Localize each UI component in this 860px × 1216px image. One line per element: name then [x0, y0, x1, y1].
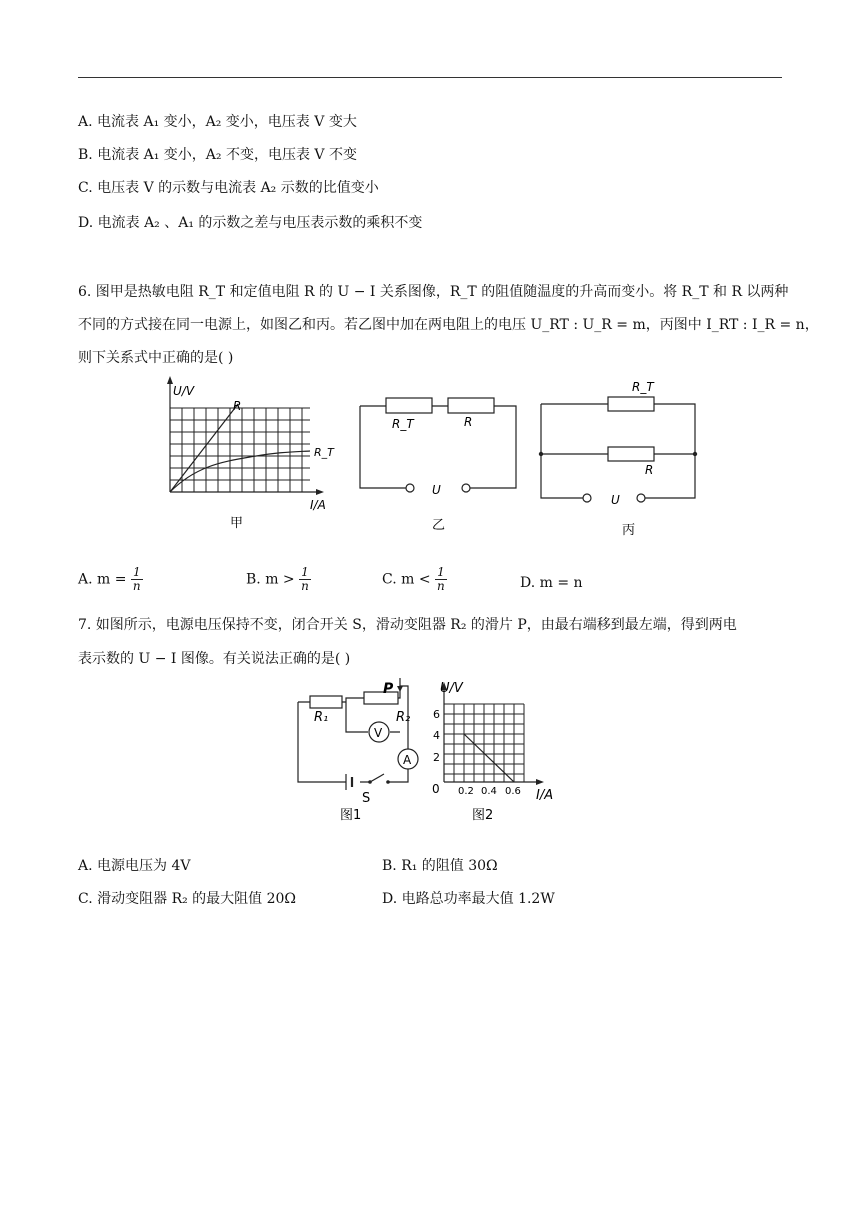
- header-rule: [78, 77, 782, 78]
- fig2-y-tick-6: 6: [433, 708, 440, 721]
- bing-source-label: U: [611, 493, 620, 507]
- fig2-y-tick-4: 4: [433, 729, 440, 742]
- fig2-origin-label: 0: [432, 782, 440, 796]
- yi-terminal-right: [462, 484, 470, 492]
- bing-caption: 丙: [622, 523, 636, 538]
- bing-resistor-rt: [608, 397, 654, 411]
- bing-resistor-r: [608, 447, 654, 461]
- fig1-resistor-r1: [310, 696, 342, 708]
- yi-resistor-r: [448, 398, 494, 413]
- fig2-x-axis-label: I/A: [536, 788, 554, 803]
- q7-figure-1: [290, 674, 430, 834]
- q7-option-c: C. 滑动变阻器 R₂ 的最大阻值 20Ω: [78, 891, 297, 907]
- bing-junction-right: [693, 452, 697, 456]
- q6-option-b: B. m > $\frac{1}{n}$: [246, 565, 309, 593]
- yi-caption: 乙: [432, 518, 446, 533]
- q7-stem-line-1: 7. 如图所示，电源电压保持不变，闭合开关 S，滑动变阻器 R₂ 的滑片 P，由最右端移到最左端，得到两电: [78, 617, 737, 633]
- jia-rt-label: R_T: [314, 446, 334, 459]
- q7-stem-line-2: 表示数的 U − I 图像。有关说法正确的是( ): [78, 651, 351, 667]
- fig2-y-tick-2: 2: [433, 751, 440, 764]
- fig1-r1-label: R₁: [314, 710, 329, 725]
- fig1-v-label: V: [374, 726, 383, 740]
- q6-option-a: A. m = $\frac{1}{n}$: [78, 565, 141, 593]
- yi-terminal-left: [406, 484, 414, 492]
- fig1-p-label: P: [383, 681, 394, 697]
- q5-option-d: D. 电流表 A₂ 、A₁ 的示数之差与电压表示数的乘积不变: [78, 215, 423, 231]
- jia-x-axis-label: I/A: [310, 498, 326, 512]
- r-line: [170, 404, 238, 492]
- yi-resistor-rt: [386, 398, 432, 413]
- bing-r-label: R: [645, 463, 654, 477]
- bing-terminal-left: [583, 494, 591, 502]
- q5-option-a: A. 电流表 A₁ 变小，A₂ 变小，电压表 V 变大: [78, 114, 357, 130]
- bing-rt-label: R_T: [632, 380, 654, 394]
- fig1-caption: 图1: [340, 808, 362, 823]
- q7-option-b: B. R₁ 的阻值 30Ω: [382, 858, 498, 874]
- bing-terminal-right: [637, 494, 645, 502]
- q5-option-c: C. 电压表 V 的示数与电流表 A₂ 示数的比值变小: [78, 180, 379, 196]
- q7-figure-2: [428, 674, 568, 834]
- fig2-data-line: [464, 734, 514, 782]
- fig2-x-tick-0-2: 0.2: [458, 786, 474, 797]
- fig1-a-label: A: [403, 753, 412, 767]
- q7-option-d: D. 电路总功率最大值 1.2W: [382, 891, 555, 907]
- jia-r-label: R: [233, 399, 242, 413]
- q6-option-c: C. m < $\frac{1}{n}$: [382, 565, 445, 593]
- q6-figure-jia: [150, 372, 350, 537]
- fig2-x-tick-0-4: 0.4: [481, 786, 497, 797]
- q7-option-a: A. 电源电压为 4V: [78, 858, 191, 874]
- fig2-caption: 图2: [472, 808, 494, 823]
- fig2-y-axis-label: U/V: [440, 681, 463, 696]
- rt-curve: [170, 451, 310, 492]
- fig2-x-tick-0-6: 0.6: [505, 786, 521, 797]
- q6-option-d: D. m = n: [520, 575, 583, 591]
- jia-caption: 甲: [230, 516, 244, 531]
- jia-y-axis-label: U/V: [173, 384, 195, 398]
- q6-stem-line-1: 6. 图甲是热敏电阻 R_T 和定值电阻 R 的 U − I 关系图像，R_T 的阻值随温度的升高而变小。将 R_T 和 R 以两种: [78, 284, 789, 300]
- bing-junction-left: [539, 452, 543, 456]
- q6-stem-line-3: 则下关系式中正确的是( ): [78, 350, 234, 366]
- yi-rt-label: R_T: [392, 417, 414, 431]
- yi-source-label: U: [432, 483, 441, 497]
- fig1-r2-label: R₂: [396, 710, 411, 725]
- q6-figure-bing: [533, 374, 708, 539]
- q6-stem-line-2: 不同的方式接在同一电源上，如图乙和丙。若乙图中加在两电阻上的电压 U_RT : U_R = m，丙图中 I_RT : I_R = n，: [78, 317, 819, 333]
- fig1-s-label: S: [362, 791, 371, 806]
- yi-r-label: R: [464, 415, 473, 429]
- q5-option-b: B. 电流表 A₁ 变小，A₂ 不变，电压表 V 不变: [78, 147, 357, 163]
- q6-figure-yi: [352, 386, 527, 536]
